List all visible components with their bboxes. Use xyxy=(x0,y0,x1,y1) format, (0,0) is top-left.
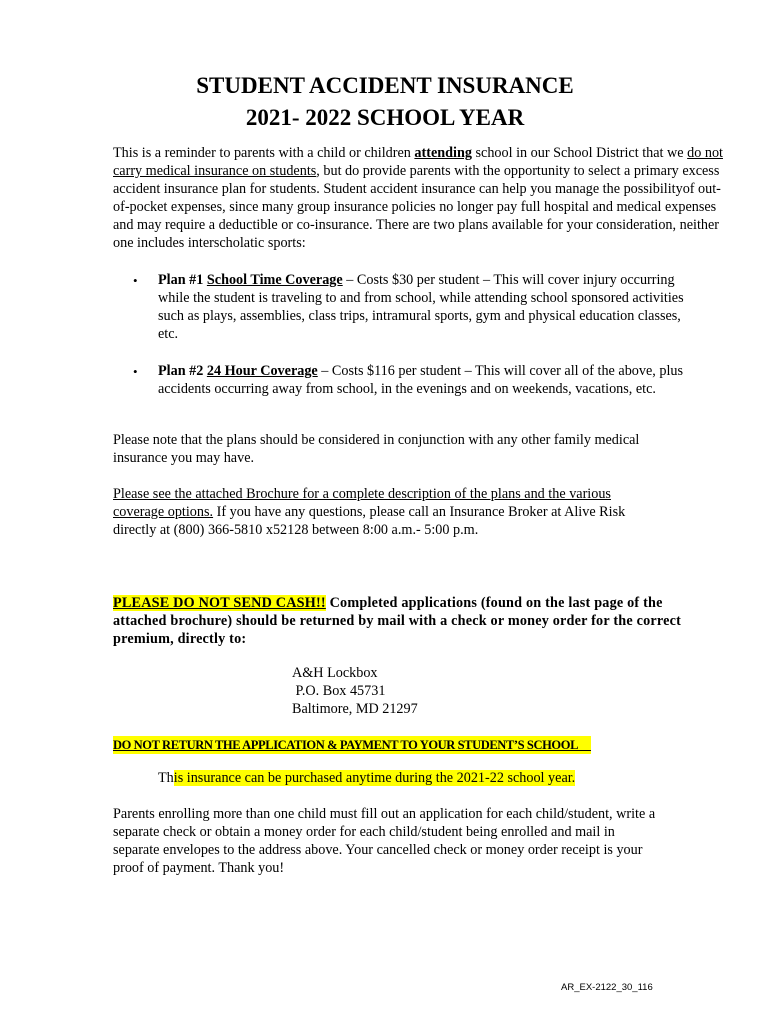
address-line-2: P.O. Box 45731 xyxy=(292,683,386,699)
plan2-item xyxy=(158,362,698,398)
plan2-description: – Costs $116 per student – This will cover all of the above, plus accidents occurring away from school, in the evenings and on weekends, vacations, etc. xyxy=(158,363,684,397)
closing-paragraph: Parents enrolling more than one child must fill out an application for each child/student, write a separate check or obtain a money order for each child/student being enrolled and mail in separate envelopes to the address above. Your cancelled check or money order receipt is your proof of payment. Thank you! xyxy=(113,806,656,876)
plan1-bullet: • xyxy=(133,273,138,288)
purchase-notice-prefix: Th xyxy=(158,770,174,786)
plan1-name: School Time Coverage xyxy=(206,272,343,288)
intro-text-3: , but do provide parents with the opportunity to select a primary excess accident insurance plan for students. Student accident insurance can help you manage the possibilityof out-of-pocket expenses, since many group insurance policies no longer pay full hospital and medical expenses and may require a deductible or co-insurance. There are two plans available for your consideration, neither one includes interscholatic sports: xyxy=(113,163,721,251)
purchase-notice-highlight: is insurance can be purchased anytime during the 2021-22 school year. xyxy=(173,770,576,786)
brochure-paragraph xyxy=(113,485,653,539)
address-line-1: A&H Lockbox xyxy=(292,665,378,681)
intro-text-2: school in our School District that we xyxy=(471,145,688,161)
plan1-label: Plan #1 xyxy=(158,272,207,288)
broker-contact-text: If you have any questions, please call an Insurance Broker at Alive Risk directly at (800) 366-5810 x52128 between 8:00 a.m.- 5:00 p.m. xyxy=(113,504,626,538)
do-not-return-warning: DO NOT RETURN THE APPLICATION & PAYMENT TO YOUR STUDENT’S SCHOOL xyxy=(113,738,591,752)
document-code: AR_EX-2122_30_116 xyxy=(561,982,653,993)
plan1-description: – Costs $30 per student – This will cover injury occurring while the student is traveling to and from school, while attending school sponsored activities such as plays, assemblies, class trips, intramural sports, gym and physical education classes, etc. xyxy=(158,272,684,342)
document-title-line1: STUDENT ACCIDENT INSURANCE xyxy=(196,73,574,98)
attending-emphasis: attending xyxy=(414,145,472,161)
plan2-bullet: • xyxy=(133,364,138,379)
document-title-line2: 2021- 2022 SCHOOL YEAR xyxy=(245,105,525,130)
no-medical-insurance-emphasis: do not carry medical insurance on students xyxy=(113,145,723,179)
intro-paragraph xyxy=(113,144,723,252)
plan1-item xyxy=(158,271,698,343)
address-line-3: Baltimore, MD 21297 xyxy=(292,701,418,717)
intro-text-1: This is a reminder to parents with a child or children xyxy=(113,145,415,161)
no-cash-warning: PLEASE DO NOT SEND CASH!! xyxy=(113,595,326,611)
plan2-name: 24 Hour Coverage xyxy=(206,363,318,379)
purchase-notice xyxy=(158,769,678,787)
brochure-reference: Please see the attached Brochure for a complete description of the plans and the various coverage options. xyxy=(113,486,611,520)
cash-warning-paragraph xyxy=(113,594,693,648)
plan2-label: Plan #2 xyxy=(158,363,207,379)
family-insurance-note: Please note that the plans should be considered in conjunction with any other family medical insurance you may have. xyxy=(113,432,640,466)
mail-instructions: Completed applications (found on the last page of the attached brochure) should be returned by mail with a check or money order for the correct premium, directly to: xyxy=(113,595,682,647)
